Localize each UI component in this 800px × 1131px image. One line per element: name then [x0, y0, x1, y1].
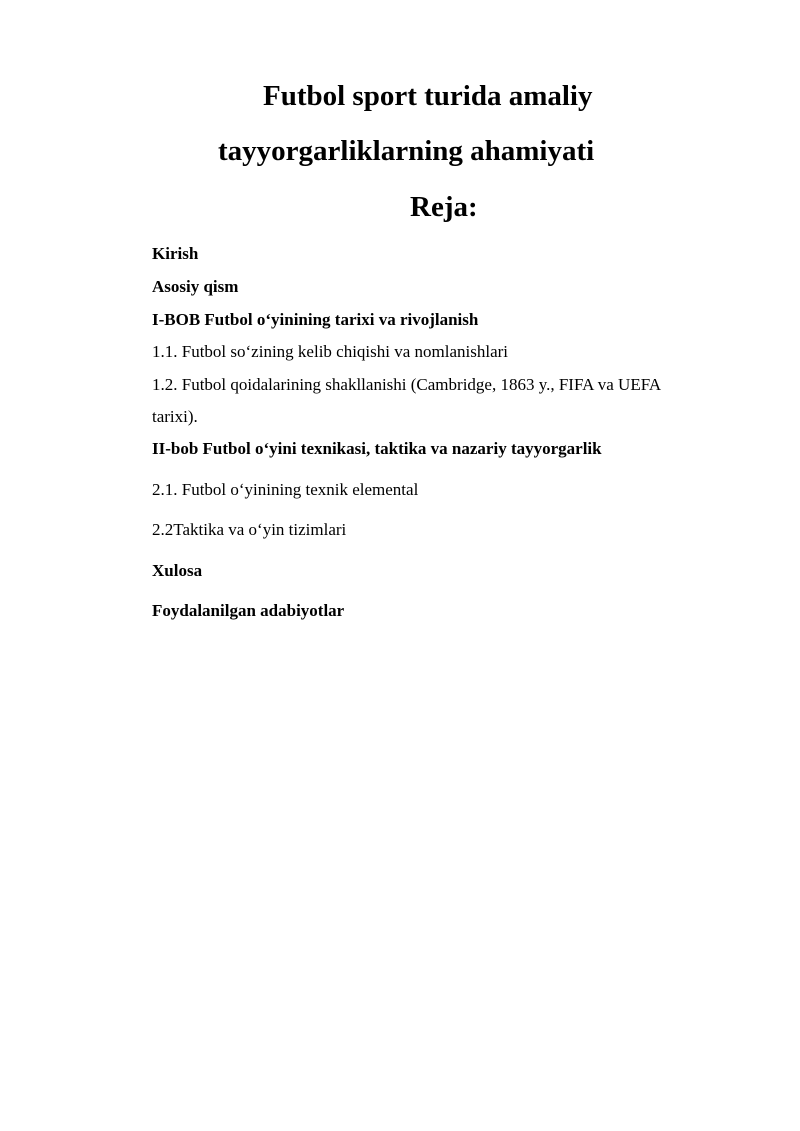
toc-item-conclusion: Xulosa [152, 561, 203, 580]
toc-item-main-part: Asosiy qism [152, 277, 239, 296]
toc-item-chapter-2: II-bob Futbol o‘yini texnikasi, taktika va nazariy tayyorgarlik [152, 439, 602, 458]
document-title-line-1: Futbol sport turida amaliy [263, 80, 593, 112]
toc-item-intro: Kirish [152, 244, 199, 263]
document-title-line-2: tayyorgarliklarning ahamiyati [218, 135, 595, 167]
toc-item-section-2-2: 2.2Taktika va o‘yin tizimlari [152, 520, 347, 539]
plan-heading: Reja: [410, 191, 478, 223]
toc-item-section-1-2-continued: tarixi). [152, 407, 198, 426]
toc-item-references: Foydalanilgan adabiyotlar [152, 601, 345, 620]
toc-item-chapter-1: I-BOB Futbol o‘yinining tarixi va rivojlanish [152, 310, 479, 329]
toc-item-section-2-1: 2.1. Futbol o‘yinining texnik elemental [152, 480, 419, 499]
toc-item-section-1-2: 1.2. Futbol qoidalarining shakllanishi (Cambridge, 1863 y., FIFA va UEFA [152, 375, 662, 394]
toc-item-section-1-1: 1.1. Futbol so‘zining kelib chiqishi va nomlanishlari [152, 342, 509, 361]
